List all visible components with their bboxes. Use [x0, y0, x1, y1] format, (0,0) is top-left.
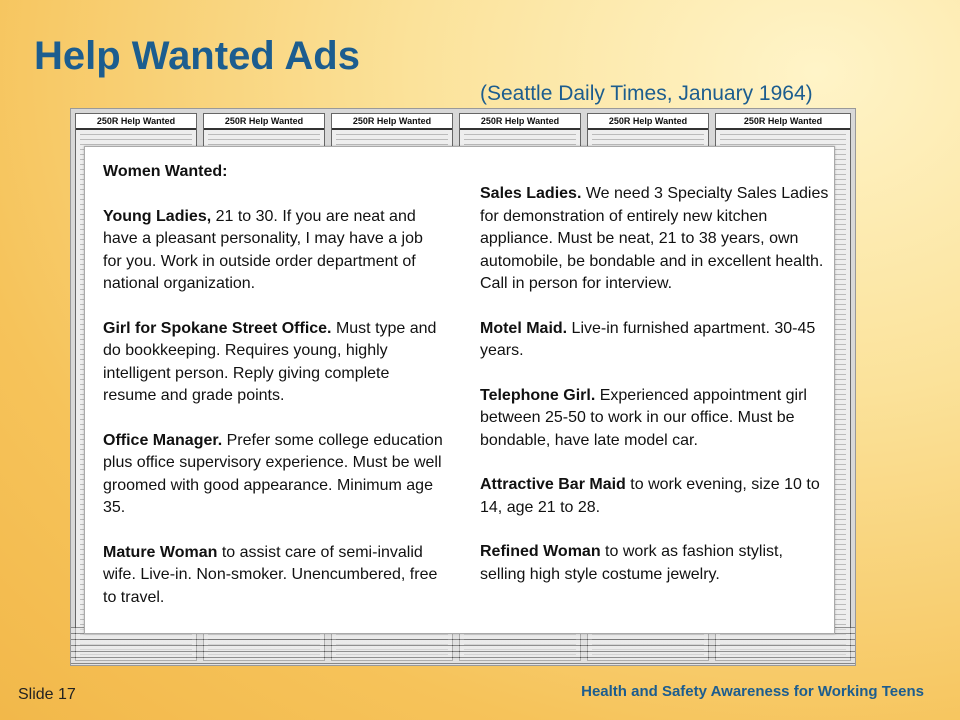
slide-number: Slide 17 [18, 686, 76, 703]
slide-subtitle: (Seattle Daily Times, January 1964) [480, 82, 813, 105]
ad-body: Live-in furnished apartment. 30-45 years. [480, 319, 816, 359]
ad-lead: Refined Woman [480, 543, 601, 560]
column-header: 250R Help Wanted [716, 114, 850, 130]
ads-card [84, 146, 835, 634]
ad-bar-maid [480, 474, 830, 519]
slide-title: Help Wanted Ads [34, 34, 360, 78]
ad-lead: Sales Ladies. [480, 185, 582, 202]
ads-heading: Women Wanted: [103, 163, 228, 180]
ad-telephone-girl [480, 385, 830, 453]
ad-body: Experienced appointment girl between 25-50 to work in our office. Must be bondable, have late model car. [480, 386, 807, 449]
ad-motel-maid [480, 318, 830, 363]
column-header: 250R Help Wanted [332, 114, 452, 130]
ad-body: We need 3 Specialty Sales Ladies for demonstration of entirely new kitchen appliance. Must be neat, 21 to 38 years, own automobile, be bondable and in excellent health. Call in person for interview. [480, 185, 829, 292]
ads-left-column [103, 161, 443, 631]
ad-lead: Telephone Girl. [480, 386, 596, 404]
ad-body: to assist care of semi-invalid wife. Live-in. Non-smoker. Unencumbered, free to travel. [103, 543, 438, 606]
ad-refined-woman [480, 541, 830, 586]
column-header: 250R Help Wanted [76, 114, 196, 130]
ad-young-ladies [103, 206, 443, 296]
ad-body: Must type and do bookkeeping. Requires young, highly intelligent person. Reply giving complete resume and grade points. [103, 319, 437, 404]
ad-body: to work as fashion stylist, selling high style costume jewelry. [480, 543, 783, 583]
ad-body: Prefer some college education plus office supervisory experience. Must be well groomed with good appearance. Minimum age 35. [103, 431, 443, 516]
ad-body: 21 to 30. If you are neat and have a pleasant personality, I may have a job for you. Work in outside order department of national organization. [103, 207, 423, 292]
ad-mature-woman [103, 542, 443, 610]
ad-lead: Young Ladies, [103, 207, 212, 225]
ad-lead: Girl for Spokane Street Office. [103, 319, 332, 337]
footer-text: Health and Safety Awareness for Working Teens [581, 683, 924, 700]
ad-lead: Motel Maid. [480, 319, 568, 337]
ad-girl-spokane [103, 318, 443, 408]
ad-lead: Mature Woman [103, 543, 218, 561]
ad-lead: Attractive Bar Maid [480, 476, 626, 493]
ad-office-manager [103, 430, 443, 520]
column-header: 250R Help Wanted [460, 114, 580, 130]
ad-sales-ladies [480, 183, 830, 296]
column-header: 250R Help Wanted [588, 114, 708, 130]
column-header: 250R Help Wanted [204, 114, 324, 130]
ad-body: to work evening, size 10 to 14, age 21 to 28. [480, 476, 820, 516]
ad-lead: Office Manager. [103, 431, 223, 449]
ads-right-column [480, 183, 830, 608]
